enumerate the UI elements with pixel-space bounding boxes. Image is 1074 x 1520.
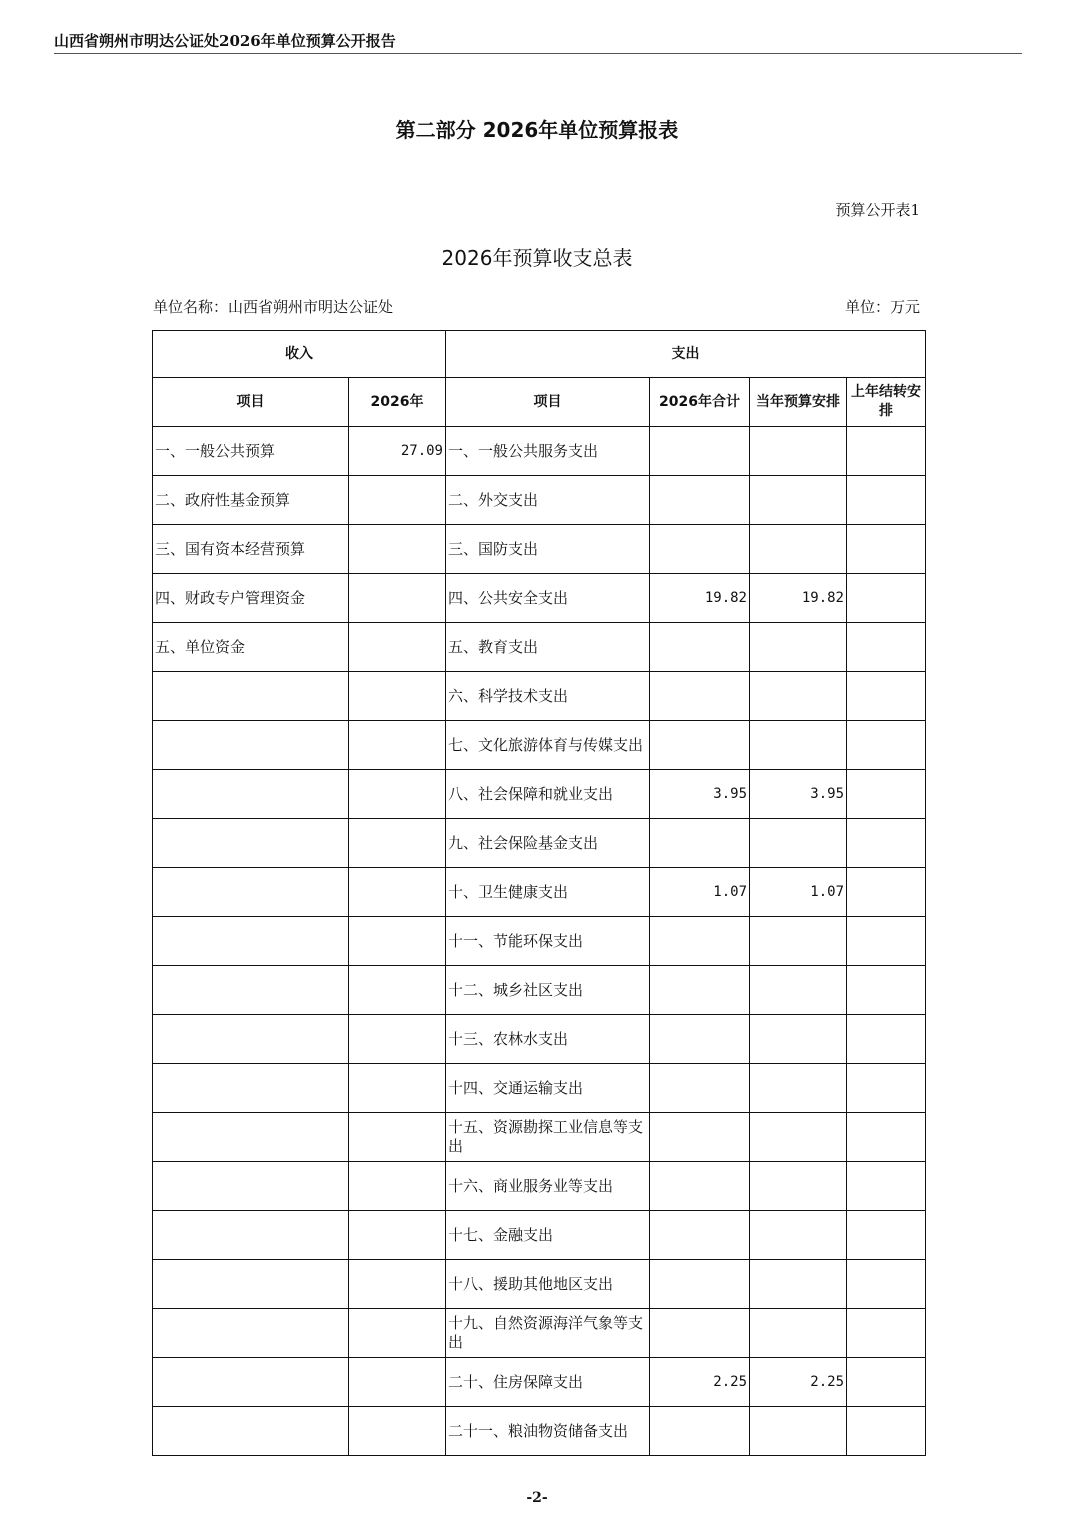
table-column-header-row xyxy=(153,378,926,427)
expense-item-cell: 一、一般公共服务支出 xyxy=(446,427,650,476)
expense-total-cell: 3.95 xyxy=(650,770,750,819)
expense-item-cell: 七、文化旅游体育与传媒支出 xyxy=(446,721,650,770)
table-row xyxy=(153,623,926,672)
expense-carryover-cell xyxy=(847,1260,926,1309)
income-item-header: 项目 xyxy=(153,378,349,427)
income-item-cell xyxy=(153,1113,349,1162)
header-rule xyxy=(54,53,1022,54)
expense-item-cell: 三、国防支出 xyxy=(446,525,650,574)
expense-item-cell: 十、卫生健康支出 xyxy=(446,868,650,917)
expense-total-header: 2026年合计 xyxy=(650,378,750,427)
income-amount-cell xyxy=(349,819,446,868)
expense-current-cell xyxy=(750,623,847,672)
income-amount-cell xyxy=(349,672,446,721)
expense-total-cell xyxy=(650,1064,750,1113)
expense-current-cell xyxy=(750,476,847,525)
expense-item-cell: 九、社会保险基金支出 xyxy=(446,819,650,868)
expense-carryover-cell xyxy=(847,966,926,1015)
income-item-cell xyxy=(153,1260,349,1309)
expense-total-cell xyxy=(650,819,750,868)
table-row xyxy=(153,1211,926,1260)
table-body xyxy=(153,427,926,1456)
income-item-cell xyxy=(153,1358,349,1407)
expense-carryover-cell xyxy=(847,1015,926,1064)
expense-carryover-cell xyxy=(847,1358,926,1407)
table-row xyxy=(153,427,926,476)
expense-current-cell xyxy=(750,525,847,574)
expense-carryover-cell xyxy=(847,721,926,770)
expense-item-cell: 十九、自然资源海洋气象等支出 xyxy=(446,1309,650,1358)
expense-current-cell xyxy=(750,917,847,966)
form-code: 预算公开表1 xyxy=(835,201,920,219)
expense-total-cell xyxy=(650,525,750,574)
expense-group-header: 支出 xyxy=(446,331,926,378)
expense-total-cell xyxy=(650,427,750,476)
expense-carryover-cell xyxy=(847,427,926,476)
expense-total-cell xyxy=(650,1113,750,1162)
expense-total-cell: 2.25 xyxy=(650,1358,750,1407)
income-amount-cell xyxy=(349,1358,446,1407)
table-row xyxy=(153,1113,926,1162)
table-row xyxy=(153,1407,926,1456)
expense-carryover-cell xyxy=(847,525,926,574)
expense-item-cell: 五、教育支出 xyxy=(446,623,650,672)
table-title: 2026年预算收支总表 xyxy=(441,246,633,270)
table-row xyxy=(153,819,926,868)
income-amount-cell xyxy=(349,1162,446,1211)
income-group-header: 收入 xyxy=(153,331,446,378)
expense-current-cell xyxy=(750,1113,847,1162)
expense-current-cell: 2.25 xyxy=(750,1358,847,1407)
expense-carryover-cell xyxy=(847,770,926,819)
expense-item-cell: 十二、城乡社区支出 xyxy=(446,966,650,1015)
expense-total-cell xyxy=(650,1309,750,1358)
expense-total-cell xyxy=(650,672,750,721)
expense-item-cell: 十三、农林水支出 xyxy=(446,1015,650,1064)
budget-summary-table xyxy=(152,330,926,1456)
income-amount-cell xyxy=(349,1064,446,1113)
expense-carryover-cell xyxy=(847,1211,926,1260)
income-amount-cell xyxy=(349,476,446,525)
expense-item-header: 项目 xyxy=(446,378,650,427)
expense-current-cell xyxy=(750,721,847,770)
income-amount-cell xyxy=(349,868,446,917)
expense-total-cell xyxy=(650,917,750,966)
expense-current-cell xyxy=(750,966,847,1015)
income-item-cell xyxy=(153,868,349,917)
table-row xyxy=(153,476,926,525)
table-row xyxy=(153,1358,926,1407)
income-amount-cell xyxy=(349,1309,446,1358)
income-amount-cell: 27.09 xyxy=(349,427,446,476)
income-item-cell xyxy=(153,966,349,1015)
expense-total-cell xyxy=(650,1407,750,1456)
expense-item-cell: 十七、金融支出 xyxy=(446,1211,650,1260)
table-row xyxy=(153,1162,926,1211)
expense-carryover-cell xyxy=(847,1113,926,1162)
expense-carryover-header: 上年结转安排 xyxy=(847,378,926,427)
expense-total-cell: 19.82 xyxy=(650,574,750,623)
table-row xyxy=(153,1064,926,1113)
expense-carryover-cell xyxy=(847,672,926,721)
income-amount-cell xyxy=(349,525,446,574)
income-item-cell: 二、政府性基金预算 xyxy=(153,476,349,525)
expense-carryover-cell xyxy=(847,819,926,868)
income-item-cell xyxy=(153,1211,349,1260)
expense-carryover-cell xyxy=(847,476,926,525)
expense-carryover-cell xyxy=(847,1407,926,1456)
income-amount-cell xyxy=(349,917,446,966)
running-header: 山西省朔州市明达公证处2026年单位预算公开报告 xyxy=(54,32,396,50)
income-item-cell xyxy=(153,1064,349,1113)
income-year-header: 2026年 xyxy=(349,378,446,427)
income-amount-cell xyxy=(349,770,446,819)
table-row xyxy=(153,770,926,819)
table-row xyxy=(153,1309,926,1358)
income-item-cell: 三、国有资本经营预算 xyxy=(153,525,349,574)
income-item-cell xyxy=(153,1407,349,1456)
expense-total-cell xyxy=(650,1015,750,1064)
expense-item-cell: 十八、援助其他地区支出 xyxy=(446,1260,650,1309)
expense-current-cell xyxy=(750,1064,847,1113)
income-item-cell xyxy=(153,819,349,868)
expense-item-cell: 二十、住房保障支出 xyxy=(446,1358,650,1407)
income-item-cell xyxy=(153,1162,349,1211)
expense-total-cell xyxy=(650,476,750,525)
expense-item-cell: 六、科学技术支出 xyxy=(446,672,650,721)
income-amount-cell xyxy=(349,1260,446,1309)
income-amount-cell xyxy=(349,721,446,770)
income-amount-cell xyxy=(349,1407,446,1456)
income-item-cell: 一、一般公共预算 xyxy=(153,427,349,476)
expense-carryover-cell xyxy=(847,1162,926,1211)
expense-item-cell: 四、公共安全支出 xyxy=(446,574,650,623)
expense-carryover-cell xyxy=(847,917,926,966)
table-row xyxy=(153,525,926,574)
expense-item-cell: 十五、资源勘探工业信息等支出 xyxy=(446,1113,650,1162)
expense-item-cell: 十一、节能环保支出 xyxy=(446,917,650,966)
table-row xyxy=(153,917,926,966)
page-number: -2- xyxy=(526,1490,548,1506)
part-title: 第二部分 2026年单位预算报表 xyxy=(395,118,679,142)
expense-current-cell: 3.95 xyxy=(750,770,847,819)
table-row xyxy=(153,1015,926,1064)
income-amount-cell xyxy=(349,623,446,672)
expense-current-cell xyxy=(750,672,847,721)
expense-item-cell: 二、外交支出 xyxy=(446,476,650,525)
expense-carryover-cell xyxy=(847,623,926,672)
expense-current-cell xyxy=(750,1407,847,1456)
expense-total-cell xyxy=(650,1260,750,1309)
expense-carryover-cell xyxy=(847,1064,926,1113)
expense-current-cell xyxy=(750,819,847,868)
table-group-header-row xyxy=(153,331,926,378)
expense-current-cell xyxy=(750,427,847,476)
expense-total-cell xyxy=(650,1211,750,1260)
income-amount-cell xyxy=(349,966,446,1015)
expense-current-cell xyxy=(750,1260,847,1309)
expense-item-cell: 二十一、粮油物资储备支出 xyxy=(446,1407,650,1456)
table-row xyxy=(153,672,926,721)
income-item-cell xyxy=(153,721,349,770)
table-row xyxy=(153,721,926,770)
expense-current-cell xyxy=(750,1162,847,1211)
unit-name: 单位名称：山西省朔州市明达公证处 xyxy=(153,298,394,316)
income-item-cell: 四、财政专户管理资金 xyxy=(153,574,349,623)
table-row xyxy=(153,1260,926,1309)
expense-total-cell xyxy=(650,1162,750,1211)
expense-current-cell: 1.07 xyxy=(750,868,847,917)
expense-carryover-cell xyxy=(847,1309,926,1358)
expense-item-cell: 十四、交通运输支出 xyxy=(446,1064,650,1113)
income-item-cell: 五、单位资金 xyxy=(153,623,349,672)
expense-current-cell xyxy=(750,1211,847,1260)
expense-carryover-cell xyxy=(847,868,926,917)
unit-measure: 单位：万元 xyxy=(844,298,920,316)
income-item-cell xyxy=(153,1015,349,1064)
table-row xyxy=(153,574,926,623)
expense-current-cell: 19.82 xyxy=(750,574,847,623)
expense-total-cell xyxy=(650,721,750,770)
table-row xyxy=(153,868,926,917)
income-item-cell xyxy=(153,770,349,819)
expense-total-cell xyxy=(650,966,750,1015)
income-item-cell xyxy=(153,672,349,721)
expense-current-cell xyxy=(750,1309,847,1358)
expense-current-header: 当年预算安排 xyxy=(750,378,847,427)
expense-total-cell xyxy=(650,623,750,672)
table-row xyxy=(153,966,926,1015)
income-amount-cell xyxy=(349,1113,446,1162)
income-item-cell xyxy=(153,1309,349,1358)
expense-carryover-cell xyxy=(847,574,926,623)
income-item-cell xyxy=(153,917,349,966)
income-amount-cell xyxy=(349,1211,446,1260)
income-amount-cell xyxy=(349,1015,446,1064)
expense-item-cell: 十六、商业服务业等支出 xyxy=(446,1162,650,1211)
expense-current-cell xyxy=(750,1015,847,1064)
income-amount-cell xyxy=(349,574,446,623)
expense-item-cell: 八、社会保障和就业支出 xyxy=(446,770,650,819)
expense-total-cell: 1.07 xyxy=(650,868,750,917)
